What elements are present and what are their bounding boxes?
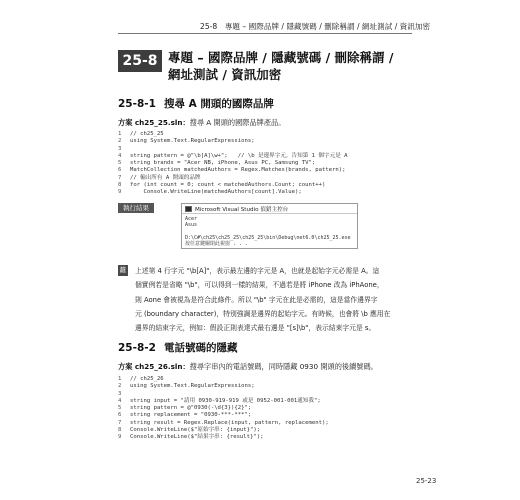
console-output [182,214,357,249]
chapter-badge: 25-8 [118,50,162,72]
console-line: D:\C#\ch25\ch25_25\ch25_25\bin\Debug\net6.0\ch25_25.exe [185,234,351,241]
line-number: 7 [118,419,122,426]
code-text: string pattern = @"0930(-\d{3}){2}"; [130,405,252,411]
section-number: 25-8-2 [118,342,156,354]
code-line [118,405,329,412]
code-line [118,131,348,138]
code-line [118,146,348,153]
line-number: 9 [118,189,122,195]
code-block [118,131,348,196]
solution-line [118,362,378,372]
code-text: // ch25_25 [130,131,164,137]
section-title: 搜尋 A 開頭的國際品牌 [163,98,274,110]
line-number: 6 [118,167,122,174]
code-line [118,160,348,167]
running-header: 25-8 專題 – 國際品牌 / 隱藏號碼 / 刪除稱謂 / 網址測試 / 資訊加密 [200,22,431,31]
code-text: Console.WriteLine($"結果字串: {result}"); [130,434,264,440]
section-heading [118,96,274,111]
line-number: 7 [118,174,122,181]
code-line [118,391,329,398]
line-number: 1 [118,376,122,382]
line-number: 3 [118,390,122,397]
section-heading [118,340,237,355]
console-line: Acer [185,216,198,222]
console-app-icon [185,206,192,212]
note-line: 上述第 4 行字元 "\b[A]"，表示最左邊的字元是 A，也就是起始字元必需是 A。這 [135,267,380,275]
code-text: Console.WriteLine($"原始字串: {input}"); [130,426,261,433]
note-line: 元 (boundary character)，特別強調是邊界的起始字元。有時候，也會將 \b 應用在 [135,309,391,318]
chapter-title [168,49,418,83]
code-text: MatchCollection matchedAuthors = Regex.Matches(brands, pattern); [130,167,346,174]
code-line [118,182,348,189]
code-line [118,434,329,441]
console-window [181,203,358,249]
note-icon: 註 [119,267,126,274]
note-line: 邊界的結束字元，例如：假設正則表達式最右邊是 "[s]\b"，表示結束字元是 s。 [135,324,376,333]
line-number: 3 [118,145,122,152]
code-line [118,420,329,427]
code-text: // ch25_26 [130,376,164,382]
line-number: 9 [118,434,122,440]
code-line [118,427,329,434]
code-text: string brands = "Acer NB, iPhone, Asus PC, Samsung TV"; [130,160,316,166]
chapter-title-line: 網址測試 / 資訊加密 [168,67,282,82]
line-number: 5 [118,160,122,166]
line-number: 6 [118,412,122,419]
code-line [118,383,329,390]
line-number: 2 [118,138,122,145]
code-text: using System.Text.RegularExpressions; [130,138,255,145]
section-title: 電話號碼的隱藏 [163,342,238,354]
console-titlebar [182,204,357,214]
line-number: 5 [118,405,122,411]
line-number: 2 [118,383,122,390]
code-line [118,376,329,383]
exec-result-label: 執行結果 [118,203,154,213]
code-line [118,412,329,419]
code-line [118,153,348,160]
code-text: string result = Regex.Replace(input, pattern, replacement); [130,419,329,426]
note-line: 則 Aone 會被視為是符合此條件。所以 "\b" 字元在此是必需的，這是當作邊界字 [135,295,378,304]
code-line [118,398,329,405]
code-line [118,189,348,196]
code-text: string replacement = "0930-***-***"; [130,412,252,419]
code-text: string pattern = @"\b[A]\w+"; // \b 是邊界字元，告知第 1 個字元是 A [130,152,348,159]
code-line [118,167,348,174]
code-text: Console.WriteLine(matchedAuthors[count].Value); [130,189,302,195]
section-number: 25-8-1 [118,98,156,110]
solution-text: 搜尋 A 開頭的國際品牌產品。 [189,118,286,127]
code-line [118,138,348,145]
solution-line [118,118,285,128]
line-number: 4 [118,397,122,404]
code-text: // 輸出所有 A 開頭的品牌 [130,174,201,181]
code-line [118,175,348,182]
header-rule [118,33,412,34]
chapter-title-line: 專題 – 國際品牌 / 隱藏號碼 / 刪除稱謂 / [168,50,394,65]
code-text: string input = "請用 0930-919-919 或是 0952-001-001通知我"; [130,397,321,404]
page-number: 25-23 [416,477,437,485]
solution-label: 方案 ch25_26.sln： [118,362,190,371]
note-text [135,264,415,335]
line-number: 1 [118,131,122,137]
console-title: Microsoft Visual Studio 偵錯主控台 [195,206,289,213]
console-line: 按任意鍵關閉此視窗 . . . [185,241,249,248]
code-text: for (int count = 0; count < matchedAuthors.Count; count++) [130,181,326,188]
console-line: Asus [185,222,198,229]
line-number: 4 [118,152,122,159]
note-line: 個實例若是省略 "\b"，可以得到一樣的結果，不過若是將 iPhone 改為 iPhAone， [135,281,384,290]
code-text: using System.Text.RegularExpressions; [130,383,255,390]
code-block [118,376,329,441]
solution-label: 方案 ch25_25.sln： [118,118,190,127]
line-number: 8 [118,426,122,433]
line-number: 8 [118,181,122,188]
solution-text: 搜尋字串內的電話號碼，同時隱藏 0930 開頭的後續號碼。 [189,362,378,371]
